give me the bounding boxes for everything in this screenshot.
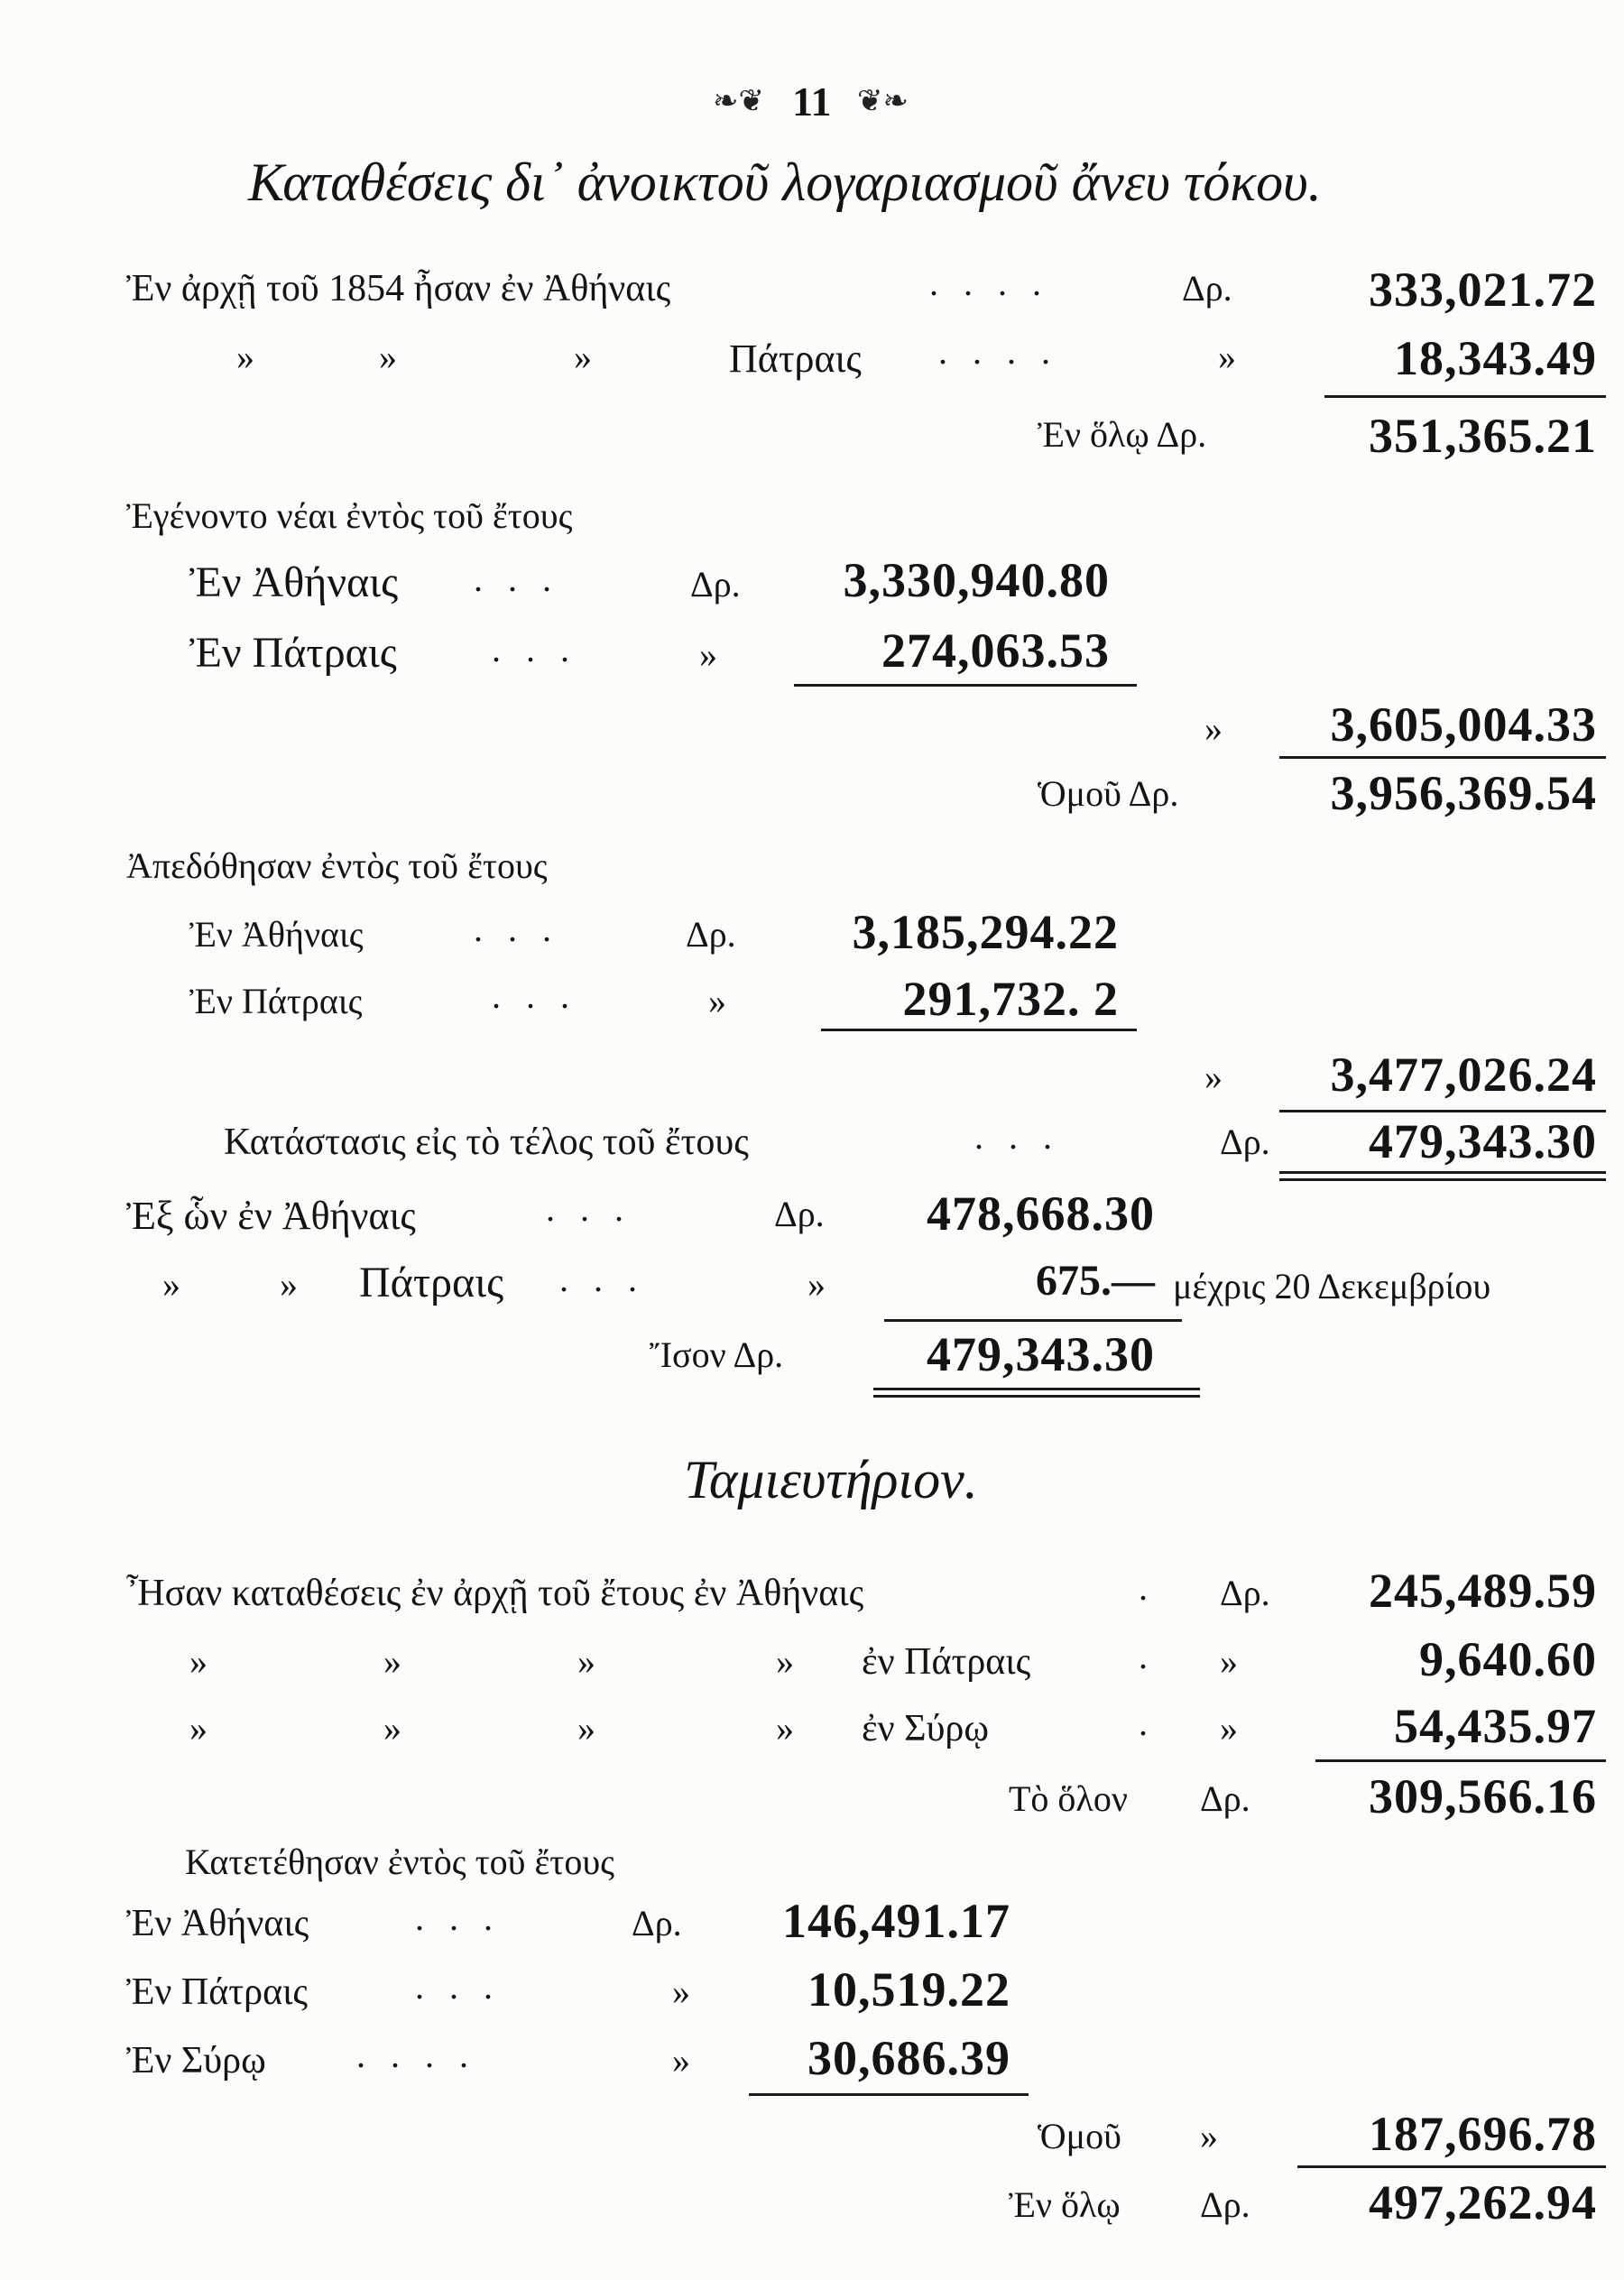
patras-label: Ἐν Πάτραις xyxy=(189,629,397,677)
sum-rule xyxy=(794,684,1137,687)
leader-dots: .... xyxy=(938,331,1075,372)
start-total-amount: 351,365.21 xyxy=(1369,409,1597,463)
ditto-mark: » xyxy=(672,1971,690,2012)
start-athens-amount: 333,021.72 xyxy=(1369,263,1597,317)
athens-label: Ἐν Ἀθήναις xyxy=(189,914,364,955)
ditto-mark: » xyxy=(807,1264,826,1305)
currency-label: Δρ. xyxy=(1200,1778,1250,1819)
sum-rule xyxy=(749,2093,1029,2096)
double-rule xyxy=(873,1395,1200,1398)
equal-amount: 479,343.30 xyxy=(927,1327,1155,1381)
sum-rule xyxy=(1315,1759,1606,1762)
ornament-right-icon: ❦❧ xyxy=(857,83,909,119)
leader-dots: ... xyxy=(474,909,577,949)
d-athens-amount: 146,491.17 xyxy=(782,1894,1010,1948)
sum-rule xyxy=(1324,395,1606,398)
ditto-mark: » xyxy=(189,1708,208,1749)
ditto-mark: » xyxy=(189,1641,208,1682)
currency-label: Δρ. xyxy=(1182,268,1232,309)
patras-label: Πάτραις xyxy=(729,337,862,381)
sum-rule xyxy=(821,1029,1137,1031)
leader-dots: .... xyxy=(929,263,1066,303)
ditto-mark: » xyxy=(1218,337,1236,377)
currency-label: Δρ. xyxy=(690,564,741,605)
ditto-mark: » xyxy=(383,1641,401,1682)
sum-rule xyxy=(1297,2165,1606,2168)
ditto-mark: » xyxy=(162,1264,180,1305)
new-patras-amount: 274,063.53 xyxy=(881,623,1110,678)
double-rule xyxy=(873,1388,1200,1390)
total-amount: 309,566.16 xyxy=(1369,1769,1597,1823)
start-patras-amount: 18,343.49 xyxy=(1394,331,1597,385)
status-amount: 479,343.30 xyxy=(1369,1114,1597,1168)
new-athens-amount: 3,330,940.80 xyxy=(843,553,1110,607)
all-amount: 497,262.94 xyxy=(1369,2175,1597,2229)
leader-dots: ... xyxy=(415,1897,518,1938)
ditto-mark: » xyxy=(776,1708,794,1749)
ditto-mark: » xyxy=(1200,2116,1218,2156)
patras-label: Ἐν Πάτραις xyxy=(126,1971,309,2013)
ditto-mark: » xyxy=(1220,1641,1238,1682)
dep-athens-amount: 245,489.59 xyxy=(1369,1564,1597,1618)
dep-syros-amount: 54,435.97 xyxy=(1394,1699,1597,1753)
patras-label: Ἐν Πάτραις xyxy=(189,981,363,1021)
leader-dots: ... xyxy=(415,1966,518,2007)
leader-dots: ... xyxy=(546,1188,649,1229)
double-rule xyxy=(1279,1178,1606,1181)
d-patras-amount: 10,519.22 xyxy=(807,1962,1010,2017)
until-note: μέχρις 20 Δεκεμβρίου xyxy=(1173,1266,1491,1306)
together-amount: 187,696.78 xyxy=(1369,2107,1597,2161)
sum-rule xyxy=(884,1319,1182,1322)
deposited-label: Κατετέθησαν ἐντὸς τοῦ ἔτους xyxy=(185,1842,614,1882)
ditto-mark: » xyxy=(577,1641,595,1682)
syros-label: Ἐν Σύρῳ xyxy=(126,2040,266,2082)
dep-patras-amount: 9,640.60 xyxy=(1419,1632,1597,1686)
total-label: Τὸ ὅλον xyxy=(1009,1778,1128,1819)
ornament-left-icon: ❧❦ xyxy=(713,83,764,119)
sum-rule xyxy=(1279,756,1606,759)
of-which-label: Ἐξ ὧν ἐν Ἀθήναις xyxy=(126,1194,416,1238)
returned-athens-amount: 3,185,294.22 xyxy=(852,905,1119,959)
currency-label: Δρ. xyxy=(774,1194,825,1234)
ditto-mark: » xyxy=(699,634,717,675)
status-label: Κατάστασις εἰς τὸ τέλος τοῦ ἔτους xyxy=(224,1122,749,1163)
currency-label: Δρ. xyxy=(686,914,736,955)
en-patras-label: ἐν Πάτραις xyxy=(862,1641,1031,1683)
section-title-savings: Ταμιευτήριον. xyxy=(684,1450,978,1509)
ditto-mark: » xyxy=(776,1641,794,1682)
of-which-patras-amount: 675.— xyxy=(1036,1257,1155,1305)
equal-label: Ἴσον Δρ. xyxy=(650,1334,784,1375)
ditto-mark: » xyxy=(280,1264,298,1305)
currency-label: Δρ. xyxy=(1200,2184,1250,2225)
d-syros-amount: 30,686.39 xyxy=(807,2031,1010,2085)
leader-dots: ... xyxy=(492,629,595,669)
ditto-mark: » xyxy=(236,337,254,377)
ditto-mark: » xyxy=(672,2040,690,2081)
athens-label: Ἐν Ἀθήναις xyxy=(126,1903,309,1944)
ditto-mark: » xyxy=(574,337,592,377)
all-label: Ἐν ὅλῳ xyxy=(1009,2184,1121,2225)
page-number: 11 xyxy=(792,78,832,125)
en-syros-label: ἐν Σύρῳ xyxy=(862,1708,989,1749)
ditto-mark: » xyxy=(383,1708,401,1749)
together-amount: 3,956,369.54 xyxy=(1330,766,1597,820)
currency-label: Δρ. xyxy=(1220,1573,1270,1613)
currency-label: Δρ. xyxy=(1220,1122,1270,1162)
returned-label: Ἀπεδόθησαν ἐντὸς τοῦ ἔτους xyxy=(126,845,548,886)
patras-label: Πάτραις xyxy=(359,1259,504,1306)
ditto-mark: » xyxy=(577,1708,595,1749)
leader-dots: ... xyxy=(474,558,577,599)
new-total-amount: 3,605,004.33 xyxy=(1330,697,1597,752)
section-title-deposits: Καταθέσεις δι᾽ ἀνοικτοῦ λογαριασμοῦ ἄνευ τόκου. xyxy=(248,152,1322,212)
double-rule xyxy=(1279,1171,1606,1174)
ditto-mark: » xyxy=(1204,1057,1223,1097)
leader-dots: . xyxy=(1139,1636,1173,1676)
ditto-mark: » xyxy=(1220,1708,1238,1749)
together-label: Ὁμοῦ xyxy=(1038,2116,1121,2156)
total-label: Ἐν ὅλῳ Δρ. xyxy=(1038,414,1207,455)
ditto-mark: » xyxy=(1204,708,1223,749)
together-label: Ὁμοῦ Δρ. xyxy=(1038,773,1179,814)
deposits-start-label: Ἦσαν καταθέσεις ἐν ἀρχῇ τοῦ ἔτους ἐν Ἀθήναις xyxy=(126,1573,864,1614)
leader-dots: ... xyxy=(974,1116,1077,1157)
new-deposits-label: Ἐγένοντο νέαι ἐντὸς τοῦ ἔτους xyxy=(126,495,573,536)
returned-total-amount: 3,477,026.24 xyxy=(1330,1048,1597,1102)
leader-dots: . xyxy=(1139,1567,1173,1608)
start-label: Ἐν ἀρχῇ τοῦ 1854 ἦσαν ἐν Ἀθήναις xyxy=(126,268,671,309)
returned-patras-amount: 291,732. 2 xyxy=(902,972,1119,1026)
of-which-athens-amount: 478,668.30 xyxy=(927,1186,1155,1241)
leader-dots: ... xyxy=(492,975,595,1016)
leader-dots: .... xyxy=(356,2035,494,2075)
sum-rule xyxy=(1279,1110,1606,1112)
currency-label: Δρ. xyxy=(632,1903,682,1943)
ditto-mark: » xyxy=(379,337,397,377)
leader-dots: ... xyxy=(559,1259,662,1299)
athens-label: Ἐν Ἀθήναις xyxy=(189,558,399,606)
ditto-mark: » xyxy=(708,981,726,1021)
leader-dots: . xyxy=(1139,1703,1173,1743)
